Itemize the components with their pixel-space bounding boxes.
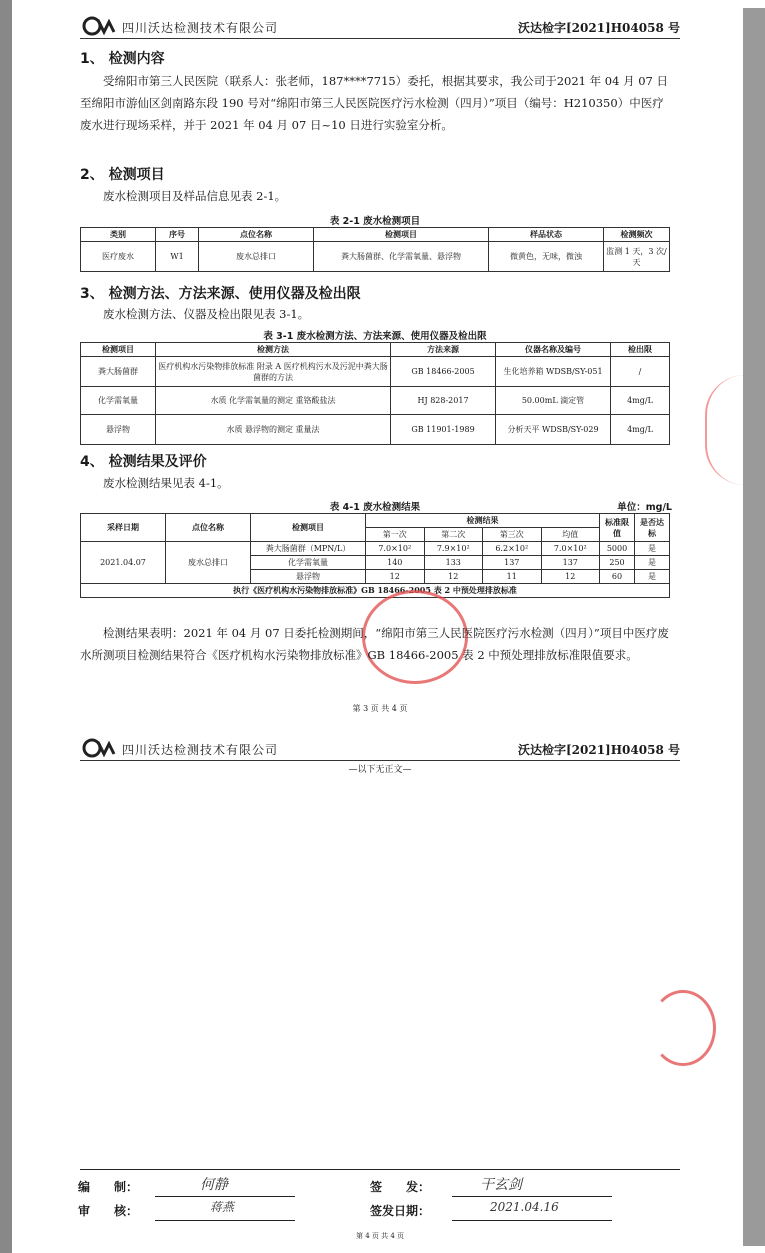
table-cell: 粪大肠菌群、化学需氧量、悬浮物	[314, 242, 489, 272]
table-cell: 微黄色，无味，微浊	[489, 242, 604, 272]
company-logo-icon	[82, 738, 116, 758]
company-logo-icon	[82, 16, 116, 36]
table-cell: 4mg/L	[611, 415, 670, 445]
table-2-1	[80, 227, 670, 272]
table-cell: 分析天平 WDSB/SY-029	[496, 415, 611, 445]
table-cell: 化学需氧量	[251, 556, 366, 570]
table-cell: 137	[541, 556, 600, 570]
section-2-title: 2、 检测项目	[80, 167, 165, 183]
table-cell: W1	[156, 242, 199, 272]
table-cell: 7.0×10²	[541, 542, 600, 556]
scan-border-left	[0, 0, 12, 735]
table-cell: 是	[635, 570, 670, 584]
table-header: 点位名称	[199, 228, 314, 242]
table-header: 方法来源	[391, 343, 496, 357]
table-header: 标准限值	[600, 514, 635, 542]
table-cell: 化学需氧量	[81, 387, 156, 415]
section-3-text: 废水检测方法、仪器及检出限见表 3-1。	[103, 307, 310, 321]
report-number: 沃达检字[2021]H04058 号	[517, 21, 680, 35]
table-cell: 废水总排口	[166, 542, 251, 584]
table-cell: 粪大肠菌群（MPN/L）	[251, 542, 366, 556]
scan-border-right	[743, 8, 765, 736]
table-header: 检测项目	[81, 343, 156, 357]
editor-label: 编 制：	[78, 1180, 139, 1194]
table-cell: 12	[424, 570, 483, 584]
table-cell: 7.9×10²	[424, 542, 483, 556]
table-header: 点位名称	[166, 514, 251, 542]
table-cell: 监测 1 天，3 次/天	[604, 242, 670, 272]
page-header	[80, 738, 680, 761]
table-cell: 水质 化学需氧量的测定 重铬酸盐法	[156, 387, 391, 415]
conclusion-text: 检测结果表明：2021 年 04 月 07 日委托检测期间，“绵阳市第三人民医院医疗污水检测（四月）”项目中医疗废水所测项目检测结果符合《医疗机构水污染物排放标准》GB 18466-2005 表 2 中预处理排放标准限值要求。	[80, 626, 669, 662]
table-cell: 水质 悬浮物的测定 重量法	[156, 415, 391, 445]
scan-border-left	[0, 735, 12, 1253]
table-cell: 140	[366, 556, 425, 570]
table-cell: 7.0×10²	[366, 542, 425, 556]
section-1-title: 1、 检测内容	[80, 51, 165, 67]
report-number: 沃达检字[2021]H04058 号	[517, 743, 680, 757]
scan-border-right	[743, 736, 765, 1246]
table-cell: 5000	[600, 542, 635, 556]
table-cell: 悬浮物	[81, 415, 156, 445]
table-cell: 12	[541, 570, 600, 584]
table-4-1-caption: 表 4-1 废水检测结果	[329, 502, 421, 513]
company-name: 四川沃达检测技术有限公司	[122, 21, 279, 35]
reviewer-signature: 蒋燕	[210, 1200, 235, 1214]
section-4-title: 4、 检测结果及评价	[80, 454, 207, 470]
table-header: 仪器名称及编号	[496, 343, 611, 357]
report-page-4	[80, 736, 680, 1248]
table-cell: GB 18466-2005	[391, 357, 496, 387]
table-header: 采样日期	[81, 514, 166, 542]
table-2-1-caption: 表 2-1 废水检测项目	[329, 216, 421, 227]
issuer-signature-line	[452, 1180, 612, 1197]
table-3-1-caption: 表 3-1 废水检测方法、方法来源、使用仪器及检出限	[263, 331, 487, 342]
table-cell: 医疗废水	[81, 242, 156, 272]
seam-seal-stamp	[650, 990, 716, 1066]
page-number: 第 4 页 共 4 页	[355, 1232, 405, 1240]
seam-seal-stamp	[705, 375, 747, 485]
table-cell: 4mg/L	[611, 387, 670, 415]
issuer-label: 签 发：	[370, 1180, 431, 1194]
table-cell: 粪大肠菌群	[81, 357, 156, 387]
table-cell: /	[611, 357, 670, 387]
page-number: 第 3 页 共 4 页	[352, 704, 408, 713]
issue-date-value: 2021.04.16	[490, 1200, 559, 1214]
table-header: 检测结果	[366, 514, 600, 528]
page-header	[80, 16, 680, 39]
table-4-1-unit: 单位：mg/L	[617, 502, 672, 513]
table-cell: HJ 828-2017	[391, 387, 496, 415]
table-3-1	[80, 342, 670, 445]
table-header: 是否达标	[635, 514, 670, 542]
table-header: 样品状态	[489, 228, 604, 242]
table-cell: 11	[483, 570, 542, 584]
table-4-1	[80, 513, 670, 598]
signature-divider	[80, 1169, 680, 1170]
table-cell: 137	[483, 556, 542, 570]
table-header: 检测项目	[251, 514, 366, 542]
table-header: 检出限	[611, 343, 670, 357]
table-header: 检测项目	[314, 228, 489, 242]
table-cell: 悬浮物	[251, 570, 366, 584]
table-cell: 2021.04.07	[81, 542, 166, 584]
table-cell: 6.2×10²	[483, 542, 542, 556]
table-subheader: 第二次	[424, 528, 483, 542]
section-3-title: 3、 检测方法、方法来源、使用仪器及检出限	[80, 286, 361, 302]
table-cell: 133	[424, 556, 483, 570]
report-page-3	[80, 10, 680, 730]
table-header: 检测频次	[604, 228, 670, 242]
section-1-text: 受绵阳市第三人民医院（联系人：张老师，187****7715）委托，根据其要求，我公司于2021 年 04 月 07 日至绵阳市游仙区剑南路东段 190 号对“绵阳市第三人民医院医疗污水检测（四月）”项目（编号：H210350）中医疗废水进行现场采样，并于 2021 年 04 月 07 日~10 日进行实验室分析。	[80, 74, 669, 132]
table-footer: 执行《医疗机构水污染物排放标准》GB 18466-2005 表 2 中预处理排放标准	[81, 584, 670, 598]
table-cell: 废水总排口	[199, 242, 314, 272]
table-subheader: 均值	[541, 528, 600, 542]
table-cell: 60	[600, 570, 635, 584]
table-cell: 生化培养箱 WDSB/SY-051	[496, 357, 611, 387]
table-cell: GB 11901-1989	[391, 415, 496, 445]
table-header: 检测方法	[156, 343, 391, 357]
table-cell: 50.00mL 滴定管	[496, 387, 611, 415]
table-cell: 是	[635, 542, 670, 556]
table-cell: 12	[366, 570, 425, 584]
table-header: 类别	[81, 228, 156, 242]
company-name: 四川沃达检测技术有限公司	[122, 743, 279, 757]
table-header: 序号	[156, 228, 199, 242]
end-of-text-marker: —以下无正文—	[348, 765, 412, 775]
issuer-signature: 干玄剑	[480, 1177, 522, 1193]
table-cell: 250	[600, 556, 635, 570]
issue-date-label: 签发日期：	[370, 1204, 431, 1218]
section-2-text: 废水检测项目及样品信息见表 2-1。	[103, 189, 287, 203]
section-4-text: 废水检测结果见表 4-1。	[103, 476, 229, 490]
table-subheader: 第三次	[483, 528, 542, 542]
table-cell: 医疗机构水污染物排放标准 附录 A 医疗机构污水及污泥中粪大肠菌群的方法	[156, 357, 391, 387]
table-subheader: 第一次	[366, 528, 425, 542]
editor-signature: 何静	[200, 1177, 228, 1193]
table-cell: 是	[635, 556, 670, 570]
reviewer-label: 审 核：	[78, 1204, 139, 1218]
